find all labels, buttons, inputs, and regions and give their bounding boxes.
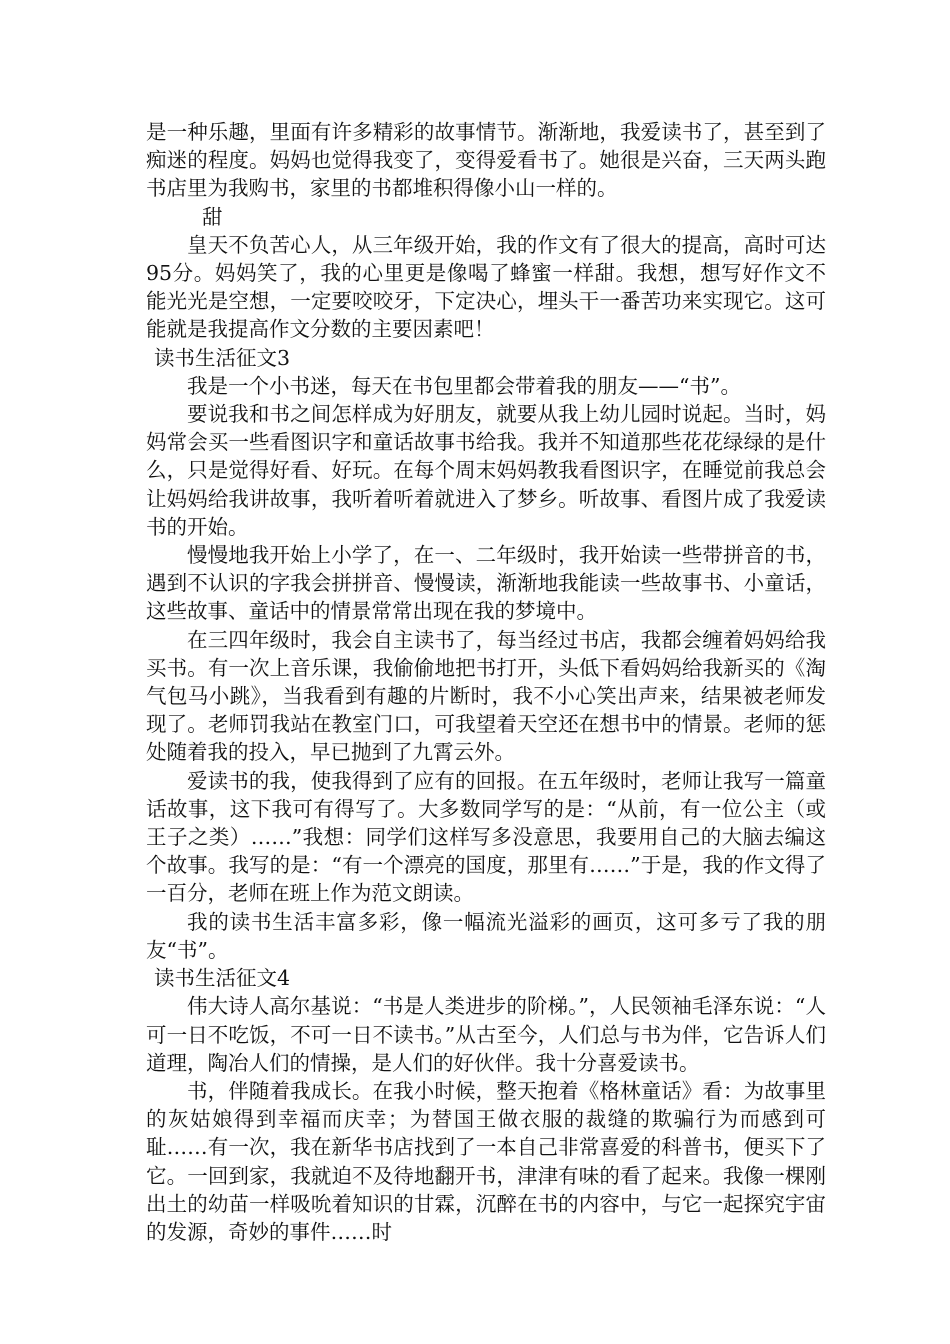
paragraph: 我的读书生活丰富多彩，像一幅流光溢彩的画页，这可多亏了我的朋友“书”。 (146, 909, 826, 962)
section-heading: 读书生活征文4 (154, 966, 291, 991)
paragraph: 甜 (202, 204, 223, 229)
section-heading: 读书生活征文3 (154, 345, 291, 370)
paragraph: 爱读书的我，使我得到了应有的回报。在五年级时，老师让我写一篇童话故事，这下我可有得写了。大多数同学写的是：“从前，有一位公主（或王子之类）……”我想：同学们这样写多没意思，我要用自己的大脑去编这个故事。我写的是：“有一个漂亮的国度，那里有……”于是，我的作文得了一百分，老师在班上作为范文朗读。 (146, 768, 826, 906)
document-body (146, 118, 826, 1246)
paragraph: 书，伴随着我成长。在我小时候，整天抱着《格林童话》看：为故事里的灰姑娘得到幸福而庆幸；为替国王做衣服的裁缝的欺骗行为而感到可耻……有一次，我在新华书店找到了一本自己非常喜爱的科普书，便买下了它。一回到家，我就迫不及待地翻开书，津津有味的看了起来。我像一棵刚出土的幼苗一样吸吮着知识的甘霖，沉醉在书的内容中，与它一起探究宇宙的发源，奇妙的事件……时 (146, 1078, 826, 1244)
paragraph: 慢慢地我开始上小学了，在一、二年级时，我开始读一些带拼音的书，遇到不认识的字我会拼拼音、慢慢读，渐渐地我能读一些故事书、小童话，这些故事、童话中的情景常常出现在我的梦境中。 (146, 543, 826, 624)
paragraph: 要说我和书之间怎样成为好朋友，就要从我上幼儿园时说起。当时，妈妈常会买一些看图识字和童话故事书给我。我并不知道那些花花绿绿的是什么，只是觉得好看、好玩。在每个周末妈妈教我看图识字，在睡觉前我总会让妈妈给我讲故事，我听着听着就进入了梦乡。听故事、看图片成了我爱读书的开始。 (146, 402, 826, 539)
paragraph: 是一种乐趣，里面有许多精彩的故事情节。渐渐地，我爱读书了，甚至到了痴迷的程度。妈妈也觉得我变了，变得爱看书了。她很是兴奋，三天两头跑书店里为我购书，家里的书都堆积得像小山一样的。 (146, 120, 826, 201)
paragraph: 皇天不负苦心人，从三年级开始，我的作文有了很大的提高，高时可达95分。妈妈笑了，我的心里更是像喝了蜂蜜一样甜。我想，想写好作文不能光光是空想，一定要咬咬牙，下定决心，埋头干一番苦功来实现它。这可能就是我提高作文分数的主要因素吧！ (146, 232, 826, 342)
paragraph: 伟大诗人高尔基说：“书是人类进步的阶梯。”，人民领袖毛泽东说：“人可一日不吃饭，不可一日不读书。”从古至今，人们总与书为伴，它告诉人们道理，陶冶人们的情操，是人们的好伙伴。我十分喜爱读书。 (146, 994, 826, 1075)
paragraph: 我是一个小书迷，每天在书包里都会带着我的朋友——“书”。 (187, 373, 741, 398)
paragraph: 在三四年级时，我会自主读书了，每当经过书店，我都会缠着妈妈给我买书。有一次上音乐课，我偷偷地把书打开，头低下看妈妈给我新买的《淘气包马小跳》，当我看到有趣的片断时，我不小心笑出声来，结果被老师发现了。老师罚我站在教室门口，可我望着天空还在想书中的情景。老师的惩处随着我的投入，早已抛到了九霄云外。 (146, 627, 826, 765)
